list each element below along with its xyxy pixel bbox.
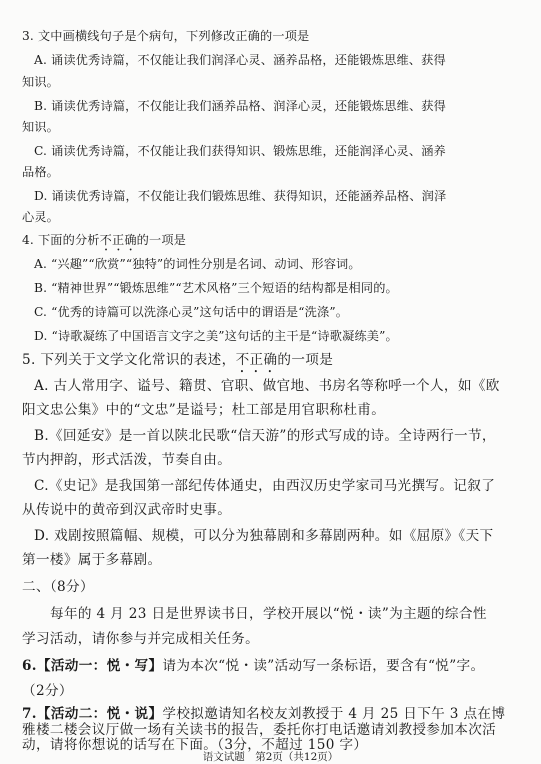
q4-option-a: A. “兴趣”“欣赏”“独特”的词性分别是名词、动词、形容词。 — [34, 257, 361, 271]
q5-stem — [22, 352, 333, 376]
q4-option-d: D. “诗歌凝练了中国语言文字之美”这句话的主干是“诗歌凝练美”。 — [34, 329, 398, 343]
q3-option-d-line1: D. 诵读优秀诗篇，不仅能让我们锻炼思维、获得知识，还能涵养品格、润泽 — [34, 189, 447, 203]
q6-score: （2分） — [22, 683, 73, 699]
q5-stem-before: 5. 下列关于文学文化常识的表述， — [22, 352, 236, 368]
q3-option-b-line1: B. 诵读优秀诗篇，不仅能让我们涵养品格、润泽心灵，还能锻炼思维、获得 — [34, 99, 446, 113]
q3-option-c-line2: 品格。 — [22, 165, 60, 179]
q5-option-c-line2: 从传说中的黄帝到汉武帝时史事。 — [22, 502, 232, 518]
q3-option-d-line2: 心灵。 — [22, 210, 60, 224]
q4-stem — [22, 232, 186, 254]
q6-line1 — [22, 658, 484, 674]
section-2-intro-line1: 每年的 4 月 23 日是世界读书日，学校开展以“悦・读”为主题的综合性 — [50, 606, 487, 622]
q4-option-b: B. “精神世界”“锻炼思维”“艺术风格”三个短语的结构都是相同的。 — [34, 281, 398, 295]
q3-option-a-line1: A. 诵读优秀诗篇，不仅能让我们润泽心灵、涵养品格，还能锻炼思维、获得 — [34, 53, 446, 67]
q5-option-b-line2: 节内押韵，形式活泼，节奏自由。 — [22, 452, 232, 468]
q5-option-d-line2: 第一楼》属于多幕剧。 — [22, 552, 162, 568]
section-2-intro-line2: 学习活动，请你参与并完成相关任务。 — [22, 631, 260, 647]
q5-option-b-line1: B.《回延安》是一首以陕北民歌“信天游”的形式写成的诗。全诗两行一节， — [34, 428, 496, 444]
q5-option-a-line2: 阳文忠公集》中的“文忠”是谥号；杜工部是用官职称杜甫。 — [22, 402, 386, 418]
q7-prompt-line2: 雅楼二楼会议厅做一场有关读书的报告，委托你打电话邀请刘教授参加本次活 — [22, 722, 497, 738]
q3-option-b-line2: 知识。 — [22, 120, 60, 134]
q5-option-d-line1: D. 戏剧按照篇幅、规模，可以分为独幕剧和多幕剧两种。如《屈原》《天下 — [34, 528, 494, 544]
q4-stem-emphasis: 不正确 — [99, 233, 137, 247]
q5-option-a-line1: A. 古人常用字、谥号、籍贯、官职、做官地、书房名等称呼一个人，如《欧 — [34, 378, 500, 394]
q7-activity-label: 7.【活动二：悦・说】 — [22, 706, 163, 722]
q5-stem-emphasis: 不正确 — [235, 352, 278, 368]
q3-option-c-line1: C. 诵读优秀诗篇，不仅能让我们获得知识、锻炼思维，还能润泽心灵、涵养 — [34, 144, 446, 158]
q3-option-a-line2: 知识。 — [22, 75, 60, 89]
q6-activity-label: 6.【活动一：悦・写】 — [22, 658, 163, 674]
q7-line1 — [22, 706, 505, 722]
q7-prompt-line3: 动，请将你想说的话写在下面。（3分，不超过 150 字） — [22, 737, 368, 753]
q4-stem-before: 4. 下面的分析 — [22, 233, 100, 247]
q5-option-c-line1: C.《史记》是我国第一部纪传体通史，由西汉历史学家司马光撰写。记叙了 — [34, 478, 496, 494]
q5-stem-after: 的一项是 — [277, 352, 334, 368]
q7-prompt-line1: 学校拟邀请知名校友刘教授于 4 月 25 日下午 3 点在博 — [162, 706, 506, 722]
q4-option-c: C. “优秀的诗篇可以洗涤心灵”这句话中的谓语是“洗涤”。 — [34, 305, 349, 319]
section-2-heading: 二、（8分） — [22, 579, 94, 595]
q3-stem: 3. 文中画横线句子是个病句，下列修改正确的一项是 — [22, 29, 310, 43]
page-footer: 语文试题 第2页（共12页） — [202, 751, 339, 763]
q4-stem-after: 的一项是 — [136, 233, 187, 247]
q6-prompt: 请为本次“悦・读”活动写一条标语，要含有“悦”字。 — [162, 658, 485, 674]
